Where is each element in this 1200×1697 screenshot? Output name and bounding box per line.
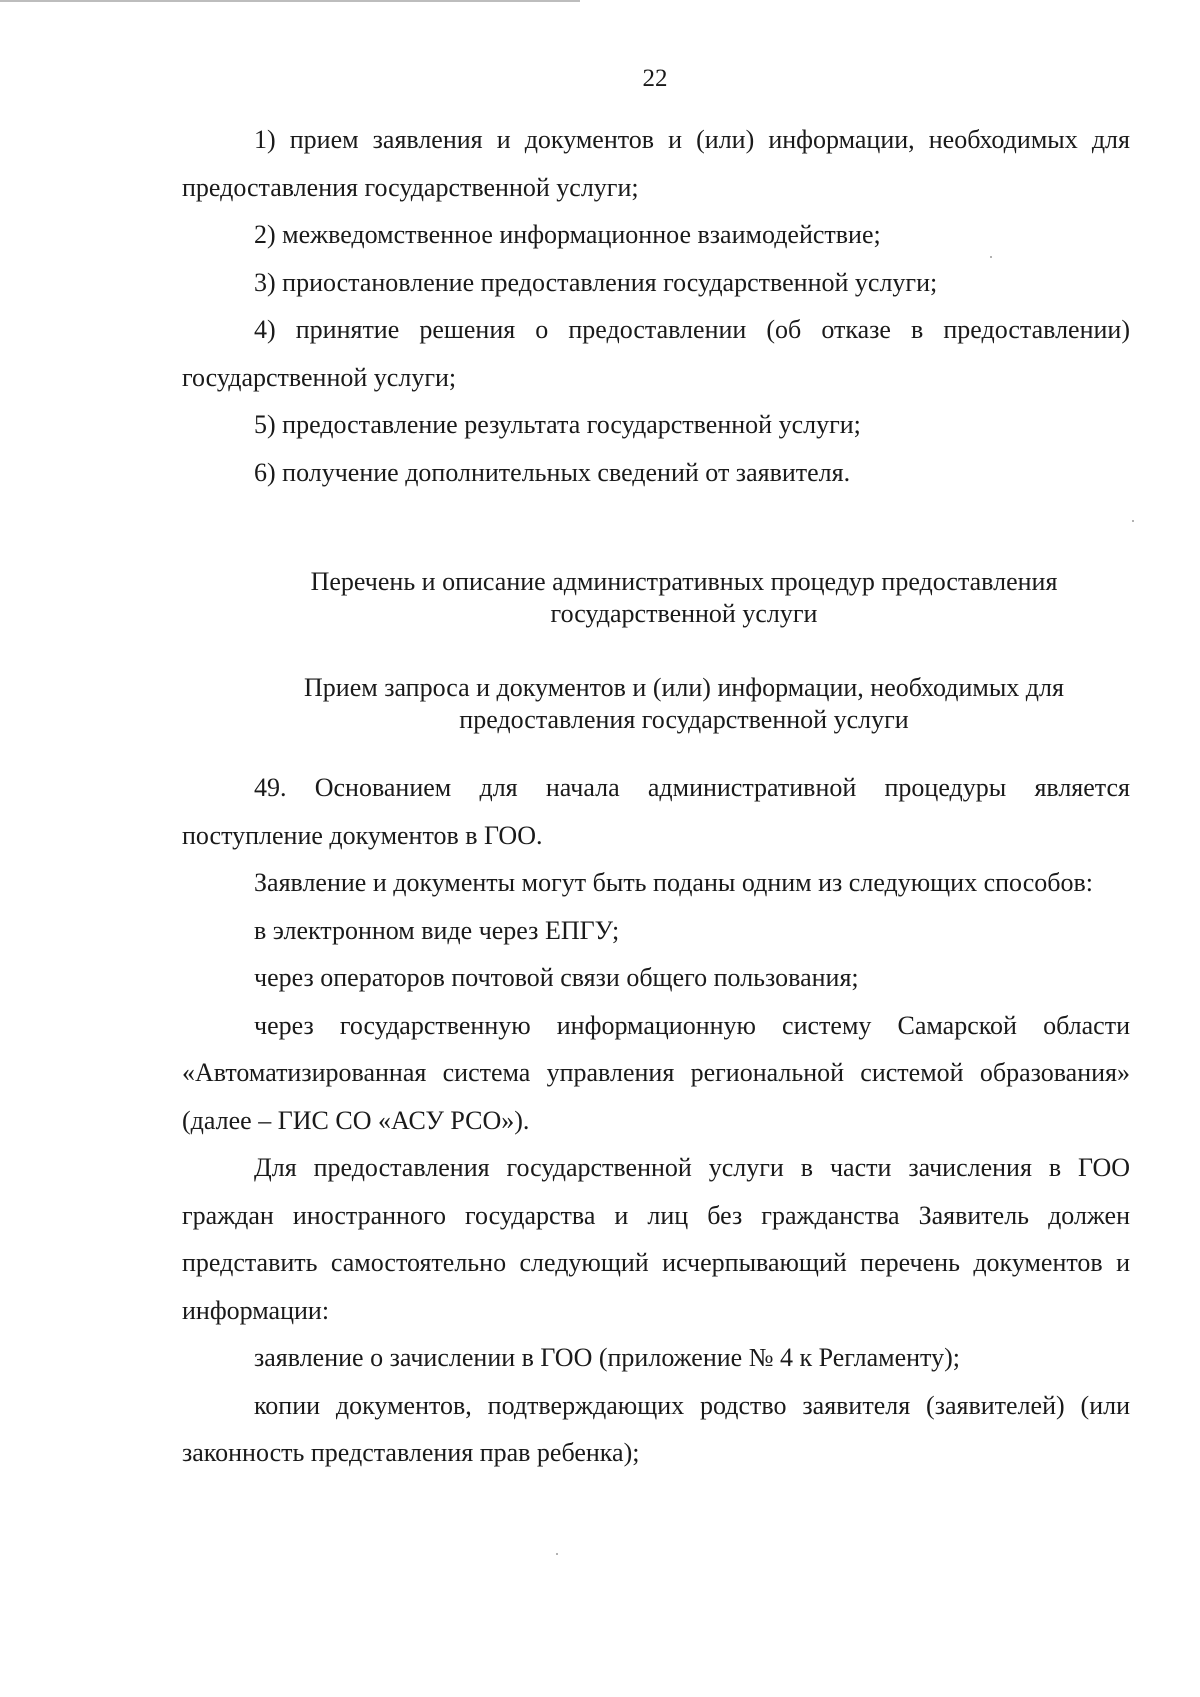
subsection-title: Прием запроса и документов и (или) информации, необходимых для предоставления государственной услуги bbox=[304, 673, 1064, 734]
scan-speck bbox=[556, 1553, 558, 1555]
scan-edge-line bbox=[0, 0, 580, 2]
scan-speck bbox=[990, 256, 992, 258]
methods-intro: Заявление и документы могут быть поданы одним из следующих способов: bbox=[254, 868, 1093, 897]
doc-kinship: копии документов, подтверждающих родство заявителя (заявителей) (или законность представления прав ребенка); bbox=[182, 1390, 1130, 1467]
page-content bbox=[182, 116, 1130, 1477]
method-epgu: в электронном виде через ЕПГУ; bbox=[254, 915, 620, 945]
page-number: 22 bbox=[642, 65, 668, 92]
list-item-6: 6) получение дополнительных сведений от заявителя. bbox=[254, 457, 851, 487]
method-post: через операторов почтовой связи общего пользования; bbox=[254, 963, 859, 992]
list-item-1: 1) прием заявления и документов и (или) информации, необходимых для предоставления государственной услуги; bbox=[182, 125, 1130, 202]
list-item-2: 2) межведомственное информационное взаимодействие; bbox=[254, 220, 881, 249]
list-item-4: 4) принятие решения о предоставлении (об отказе в предоставлении) государственной услуги; bbox=[182, 315, 1130, 392]
paragraph-49: 49. Основанием для начала административной процедуры является поступление документов в ГОО. bbox=[182, 773, 1130, 850]
doc-application: заявление о зачислении в ГОО (приложение № 4 к Регламенту); bbox=[254, 1343, 960, 1372]
section-title: Перечень и описание административных процедур предоставления государственной услуги bbox=[310, 567, 1058, 628]
method-gis: через государственную информационную систему Самарской области «Автоматизированная система управления региональной системой образования» (далее – ГИС СО «АСУ РСО»). bbox=[182, 1010, 1130, 1135]
list-item-3: 3) приостановление предоставления государственной услуги; bbox=[254, 267, 938, 297]
scan-speck bbox=[1132, 520, 1134, 522]
list-item-5: 5) предоставление результата государственной услуги; bbox=[254, 410, 861, 439]
foreign-citizens-paragraph: Для предоставления государственной услуги в части зачисления в ГОО граждан иностранного государства и лиц без гражданства Заявитель должен представить самостоятельно следующий исчерпывающий перечень документов и информации: bbox=[182, 1153, 1130, 1325]
